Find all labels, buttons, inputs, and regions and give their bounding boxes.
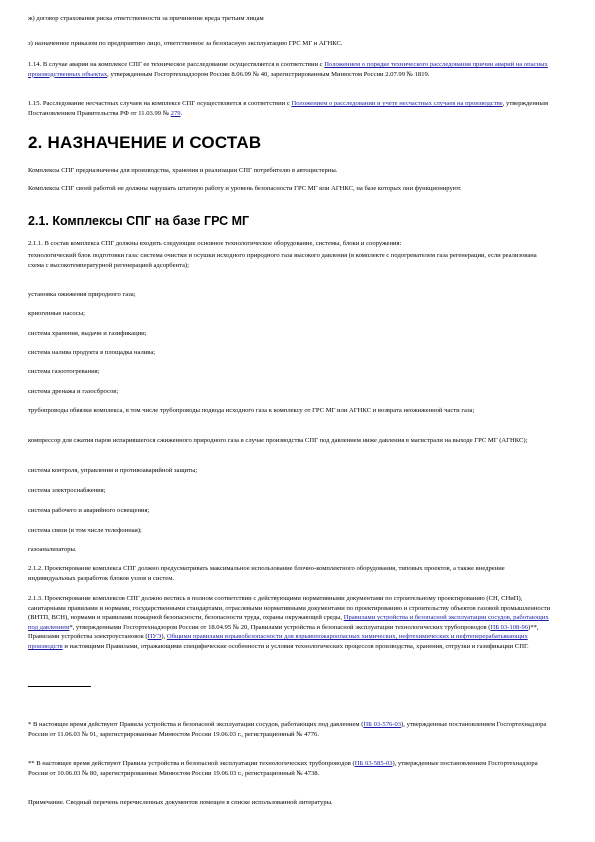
equipment-item: газоанализаторы. — [28, 546, 77, 553]
p213-text-c: )**, Правилами устройства электроустановок ( — [28, 623, 539, 641]
regulation-link-pue[interactable]: ПУЭ — [147, 633, 162, 641]
footnote-1-text-a: * В настоящее время действуют Правила устройства и безопасной эксплуатации сосудов, работающих под давлением ( — [28, 721, 364, 728]
regulation-link-incident-investigation[interactable]: Положением о расследовании и учете несчастных случаев на производстве — [291, 100, 503, 107]
equipment-item: система газоотогревания; — [28, 368, 100, 375]
p115-text-a: 1.15. Расследование несчастных случаев на комплексе СПГ осуществляется в соответствии с — [28, 100, 292, 107]
decree-link-279[interactable]: 279 — [170, 109, 181, 117]
footnote-1-text-b: ), утвержденные постановлением Госгортехнадзора России от 11.06.03 № 91, зарегистрированные Минюстом России 19.06.03 г., регистрационный № 4776. — [28, 721, 547, 738]
footnote-2-text-b: ), утвержденные постановлением Госгортехнадзора России от 10.06.03 № 80, зарегистрированные Минюстом России 19.06.03 г., регистрационный № 4738. — [28, 760, 538, 777]
p115-text-c: . — [180, 109, 183, 117]
p213-text-a: 2.1.3. Проектирование комплексов СПГ должно вестись в полном соответствии с действующими нормативными документами по строительному проектированию (СН, СНиП), санитарными правилами и нормами, государственными стандартами, отраслевыми нормативными документами по проектированию и строительству объектов газовой промышленности (ВНТП, ВСН), нормами и правилами пожарной безопасности, безопасности труда, охраны окружающей среды, — [28, 595, 551, 622]
list-item-zh: ж) договор страхования риска ответственности за причинение вреда третьим лицам — [28, 15, 264, 22]
regulation-link-pressure-vessels[interactable]: Правилами устройства и безопасной эксплуатации сосудов, работающих под давлением — [28, 614, 549, 631]
section-2-intro-2: Комплексы СПГ своей работой не должны нарушать штатную работу и уровень безопасности ГРС МГ или АГНКС, на базе которых они функционируют. — [28, 185, 462, 192]
footnote-1 — [28, 720, 553, 739]
section-2-1-heading: 2.1. Комплексы СПГ на базе ГРС МГ — [28, 214, 250, 228]
equipment-item: система электроснабжения; — [28, 487, 106, 494]
p114-text-b: , утвержденным Госгортехнадзором России 8.06.99 № 40, зарегистрированным Минюстом России 2.07.99 № 1819. — [107, 70, 430, 78]
p213-text-e: и настоящими Правилами, отражающими специфические особенности и условия технологических процессов производства, хранения, отгрузки и газификации СПГ. — [62, 642, 529, 650]
equipment-item: трубопроводы обвязки комплекса, в том числе трубопроводы подвода исходного газа к комплексу от ГРС МГ или АГНКС и возврата неожиженной части газа; — [28, 407, 475, 414]
section-2-heading: 2. НАЗНАЧЕНИЕ И СОСТАВ — [28, 133, 262, 152]
equipment-item: криогенные насосы; — [28, 310, 85, 317]
equipment-item: система хранения, выдачи и газификации; — [28, 330, 147, 337]
footnote-2 — [28, 759, 553, 778]
equipment-item: система налива продукта в площадка налива; — [28, 349, 156, 356]
equipment-item: система связи (в том числе телефонная); — [28, 527, 142, 534]
paragraph-2-1-1: 2.1.1. В состав комплекса СПГ должны входить следующие основное технологическое оборудование, системы, блоки и сооружения: — [28, 240, 402, 247]
list-item-z: з) назначенное приказом по предприятию лицо, ответственное за безопасную эксплуатацию ГРС МГ и АГНКС. — [28, 40, 343, 47]
equipment-item: компрессор для сжатия паров испарившегося сжиженного природного газа в случае производства СПГ под давлением ниже давления в магистрали на выходе ГРС МГ (АГНКС); — [28, 437, 528, 444]
paragraph-2-1-2: 2.1.2. Проектирование комплекса СПГ должно предусматривать максимальное использование блочно-комплектного оборудования, типовых проектов, а также внедрение индивидуальных разработок блоков узлов и систем. — [28, 565, 505, 582]
footnote-divider — [28, 686, 91, 687]
equipment-item: система контроля, управления и противоаварийной защиты; — [28, 467, 198, 474]
footnote-note: Примечание. Сводный перечень перечисленных документов помещен в списке использованной литературы. — [28, 799, 333, 806]
regulation-link-pb-03-585-03[interactable]: ПБ 03-585-03 — [354, 760, 393, 767]
paragraph-1-15 — [28, 99, 553, 118]
paragraph-1-14 — [28, 60, 553, 79]
regulation-link-explosion-safety[interactable]: Общими правилами взрывобезопасности для взрывопожароопасных химических, нефтехимических и нефтеперерабатывающих производств — [28, 633, 528, 650]
p213-text-d: ), — [161, 633, 167, 641]
regulation-link-pb-03-576-03[interactable]: ПБ 03-576-03 — [363, 721, 402, 728]
equipment-item: система рабочего и аварийного освещения; — [28, 507, 150, 514]
equipment-item: установка ожижения природного газа; — [28, 291, 136, 298]
equipment-item: система дренажа и газосбросов; — [28, 388, 119, 395]
paragraph-2-1-3 — [28, 594, 553, 652]
p115-text-b: , утвержденным Постановлением Правительства РФ от 11.03.99 № — [28, 100, 548, 117]
regulation-link-accident-investigation[interactable]: Положением о порядке технического расследования причин аварий на опасных производственных объектах — [28, 61, 548, 78]
equipment-item: технологический блок подготовки газа: система очистки и осушки исходного природного газа высокого давления (в комплекте с подогревателем газа регенерации, если реализована схема с высокотемпературной регенерацией адсорбента); — [28, 252, 537, 269]
regulation-link-pb-03-108-96[interactable]: ПБ 03-108-96 — [490, 623, 529, 631]
footnote-2-text-a: ** В настоящее время действуют Правила устройства и безопасной эксплуатации технологических трубопроводов ( — [28, 760, 355, 767]
p114-text-a: 1.14. В случае аварии на комплексе СПГ ее техническое расследование осуществляется в соответствии с — [28, 61, 325, 68]
section-2-intro-1: Комплексы СПГ предназначены для производства, хранения и реализации СПГ потребителю в автоцистерны. — [28, 167, 338, 174]
p213-text-b: *, утвержденными Госгортехнадзором России от 18.04.95 № 20, Правилами устройства и безопасной эксплуатации технологических трубопроводов ( — [69, 623, 491, 631]
